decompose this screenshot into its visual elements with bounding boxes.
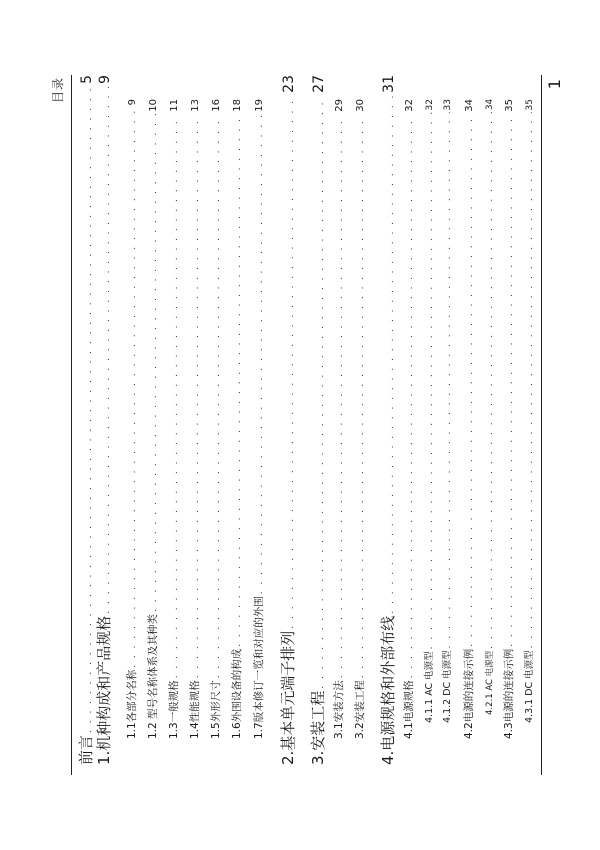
toc-entry-title: 4.1.2 DC 电源型 bbox=[442, 650, 453, 723]
toc-entry-title: 4.1电源规格 bbox=[403, 680, 415, 739]
dot-leader bbox=[525, 112, 535, 648]
toc-entry-page: 34 bbox=[485, 99, 495, 110]
toc-entry[interactable] bbox=[251, 99, 266, 739]
toc-entry[interactable] bbox=[229, 99, 244, 739]
toc-entry[interactable] bbox=[352, 99, 367, 739]
dot-leader bbox=[170, 114, 180, 679]
toc-entry[interactable] bbox=[277, 75, 298, 765]
toc-entry-title: 3.2安装工程 bbox=[354, 680, 366, 739]
toc-entry[interactable] bbox=[483, 99, 495, 715]
toc-entry-page: 35 bbox=[504, 99, 515, 112]
toc-entry[interactable] bbox=[521, 99, 535, 723]
toc-entry-page: 32 bbox=[425, 99, 435, 111]
toc-entry-page: 10 bbox=[148, 99, 159, 112]
toc-entry[interactable] bbox=[461, 99, 476, 739]
dot-leader bbox=[335, 114, 345, 679]
dot-leader bbox=[405, 114, 415, 679]
toc-entry-title: 1.机种构成和产品规格 bbox=[95, 615, 113, 765]
toc-entry[interactable] bbox=[187, 99, 202, 739]
dot-leader bbox=[425, 112, 435, 649]
toc-entry-title: 3.安装工程 bbox=[309, 690, 327, 765]
toc-entry[interactable] bbox=[145, 99, 160, 739]
toc-entry-title: 前言 bbox=[77, 734, 95, 765]
toc-entry-page: 9 bbox=[127, 99, 138, 106]
bottom-rule bbox=[541, 75, 542, 775]
toc-entry[interactable] bbox=[307, 75, 328, 765]
toc-entry[interactable] bbox=[377, 75, 398, 765]
toc-entry-page: 11 bbox=[169, 99, 180, 112]
dot-leader bbox=[356, 114, 366, 679]
toc-entry-page: 5 bbox=[79, 75, 95, 84]
dot-leader bbox=[443, 112, 453, 648]
toc-entry-page: 29 bbox=[334, 99, 345, 112]
dot-leader bbox=[465, 114, 475, 647]
toc-entry[interactable] bbox=[208, 99, 223, 739]
toc-entry[interactable] bbox=[501, 99, 516, 739]
dot-leader bbox=[191, 114, 201, 679]
toc-entry-page: 31 bbox=[381, 75, 397, 93]
toc-entry-title: 1.5外形尺寸 bbox=[210, 680, 222, 739]
toc-entry-title: 4.2.1 AC 电源型 bbox=[485, 650, 495, 715]
dot-leader bbox=[149, 114, 159, 612]
toc-entry-page: 35 bbox=[525, 99, 535, 111]
toc-entry-page: 9 bbox=[97, 75, 113, 84]
toc-entry-title: 4.3.1 DC 电源型 bbox=[524, 650, 535, 723]
toc-entry-title: 1.6外围设备的构成 bbox=[231, 648, 243, 739]
toc-entry-page: 18 bbox=[232, 99, 243, 112]
toc-entry[interactable] bbox=[166, 99, 181, 739]
toc-entry-page: 23 bbox=[281, 75, 297, 93]
toc-entry-title: 4.2电源的连接示例 bbox=[463, 648, 475, 739]
toc-entry-page: 27 bbox=[311, 75, 327, 93]
dot-leader bbox=[128, 107, 138, 667]
toc-entry-title: 1.3一般规格 bbox=[168, 680, 180, 739]
page-number: 1 bbox=[545, 79, 564, 90]
dot-leader bbox=[386, 95, 396, 614]
toc-entry-title: 1.2 型号名称体系及其种类 bbox=[147, 613, 159, 739]
toc-entry-title: 1.1各部分名称 bbox=[126, 669, 138, 739]
toc-entry-page: 33 bbox=[443, 99, 453, 111]
dot-leader bbox=[233, 114, 243, 647]
toc-entry-page: 30 bbox=[355, 99, 366, 112]
dot-leader bbox=[505, 114, 515, 647]
table-of-contents bbox=[45, 75, 555, 775]
toc-entry-title: 1.7版本修订一览和对应的外围 bbox=[253, 596, 265, 739]
toc-entry[interactable] bbox=[421, 99, 435, 723]
toc-entry-title: 3.1安装方法 bbox=[333, 680, 345, 739]
dot-leader bbox=[286, 95, 296, 629]
toc-entry-title: 2.基本单元端子排列 bbox=[279, 630, 297, 765]
toc-entry[interactable] bbox=[93, 75, 114, 765]
toc-entry[interactable] bbox=[331, 99, 346, 739]
dot-leader bbox=[316, 95, 326, 689]
toc-entry-title: 4.3电源的连接示例 bbox=[503, 648, 515, 739]
dot-leader bbox=[102, 86, 112, 614]
toc-entry-page: 19 bbox=[254, 99, 265, 112]
dot-leader bbox=[485, 112, 495, 649]
toc-entry-page: 34 bbox=[464, 99, 475, 112]
toc-entry-title: 1.4性能规格 bbox=[189, 680, 201, 739]
dot-leader bbox=[212, 114, 222, 679]
toc-entry-page: 32 bbox=[404, 99, 415, 112]
toc-entry-title: 4.电源规格和外部布线 bbox=[379, 615, 397, 765]
toc-entry-page: 16 bbox=[211, 99, 222, 112]
toc-entry-title: 4.1.1 AC 电源型 bbox=[424, 651, 435, 723]
dot-leader bbox=[255, 114, 265, 595]
toc-entry[interactable] bbox=[401, 99, 416, 739]
toc-entry-page: 13 bbox=[190, 99, 201, 112]
toc-entry[interactable] bbox=[124, 99, 139, 739]
rotated-toc-sheet bbox=[45, 75, 564, 775]
toc-entry[interactable] bbox=[439, 99, 453, 723]
header-title: 目录 bbox=[51, 77, 65, 104]
